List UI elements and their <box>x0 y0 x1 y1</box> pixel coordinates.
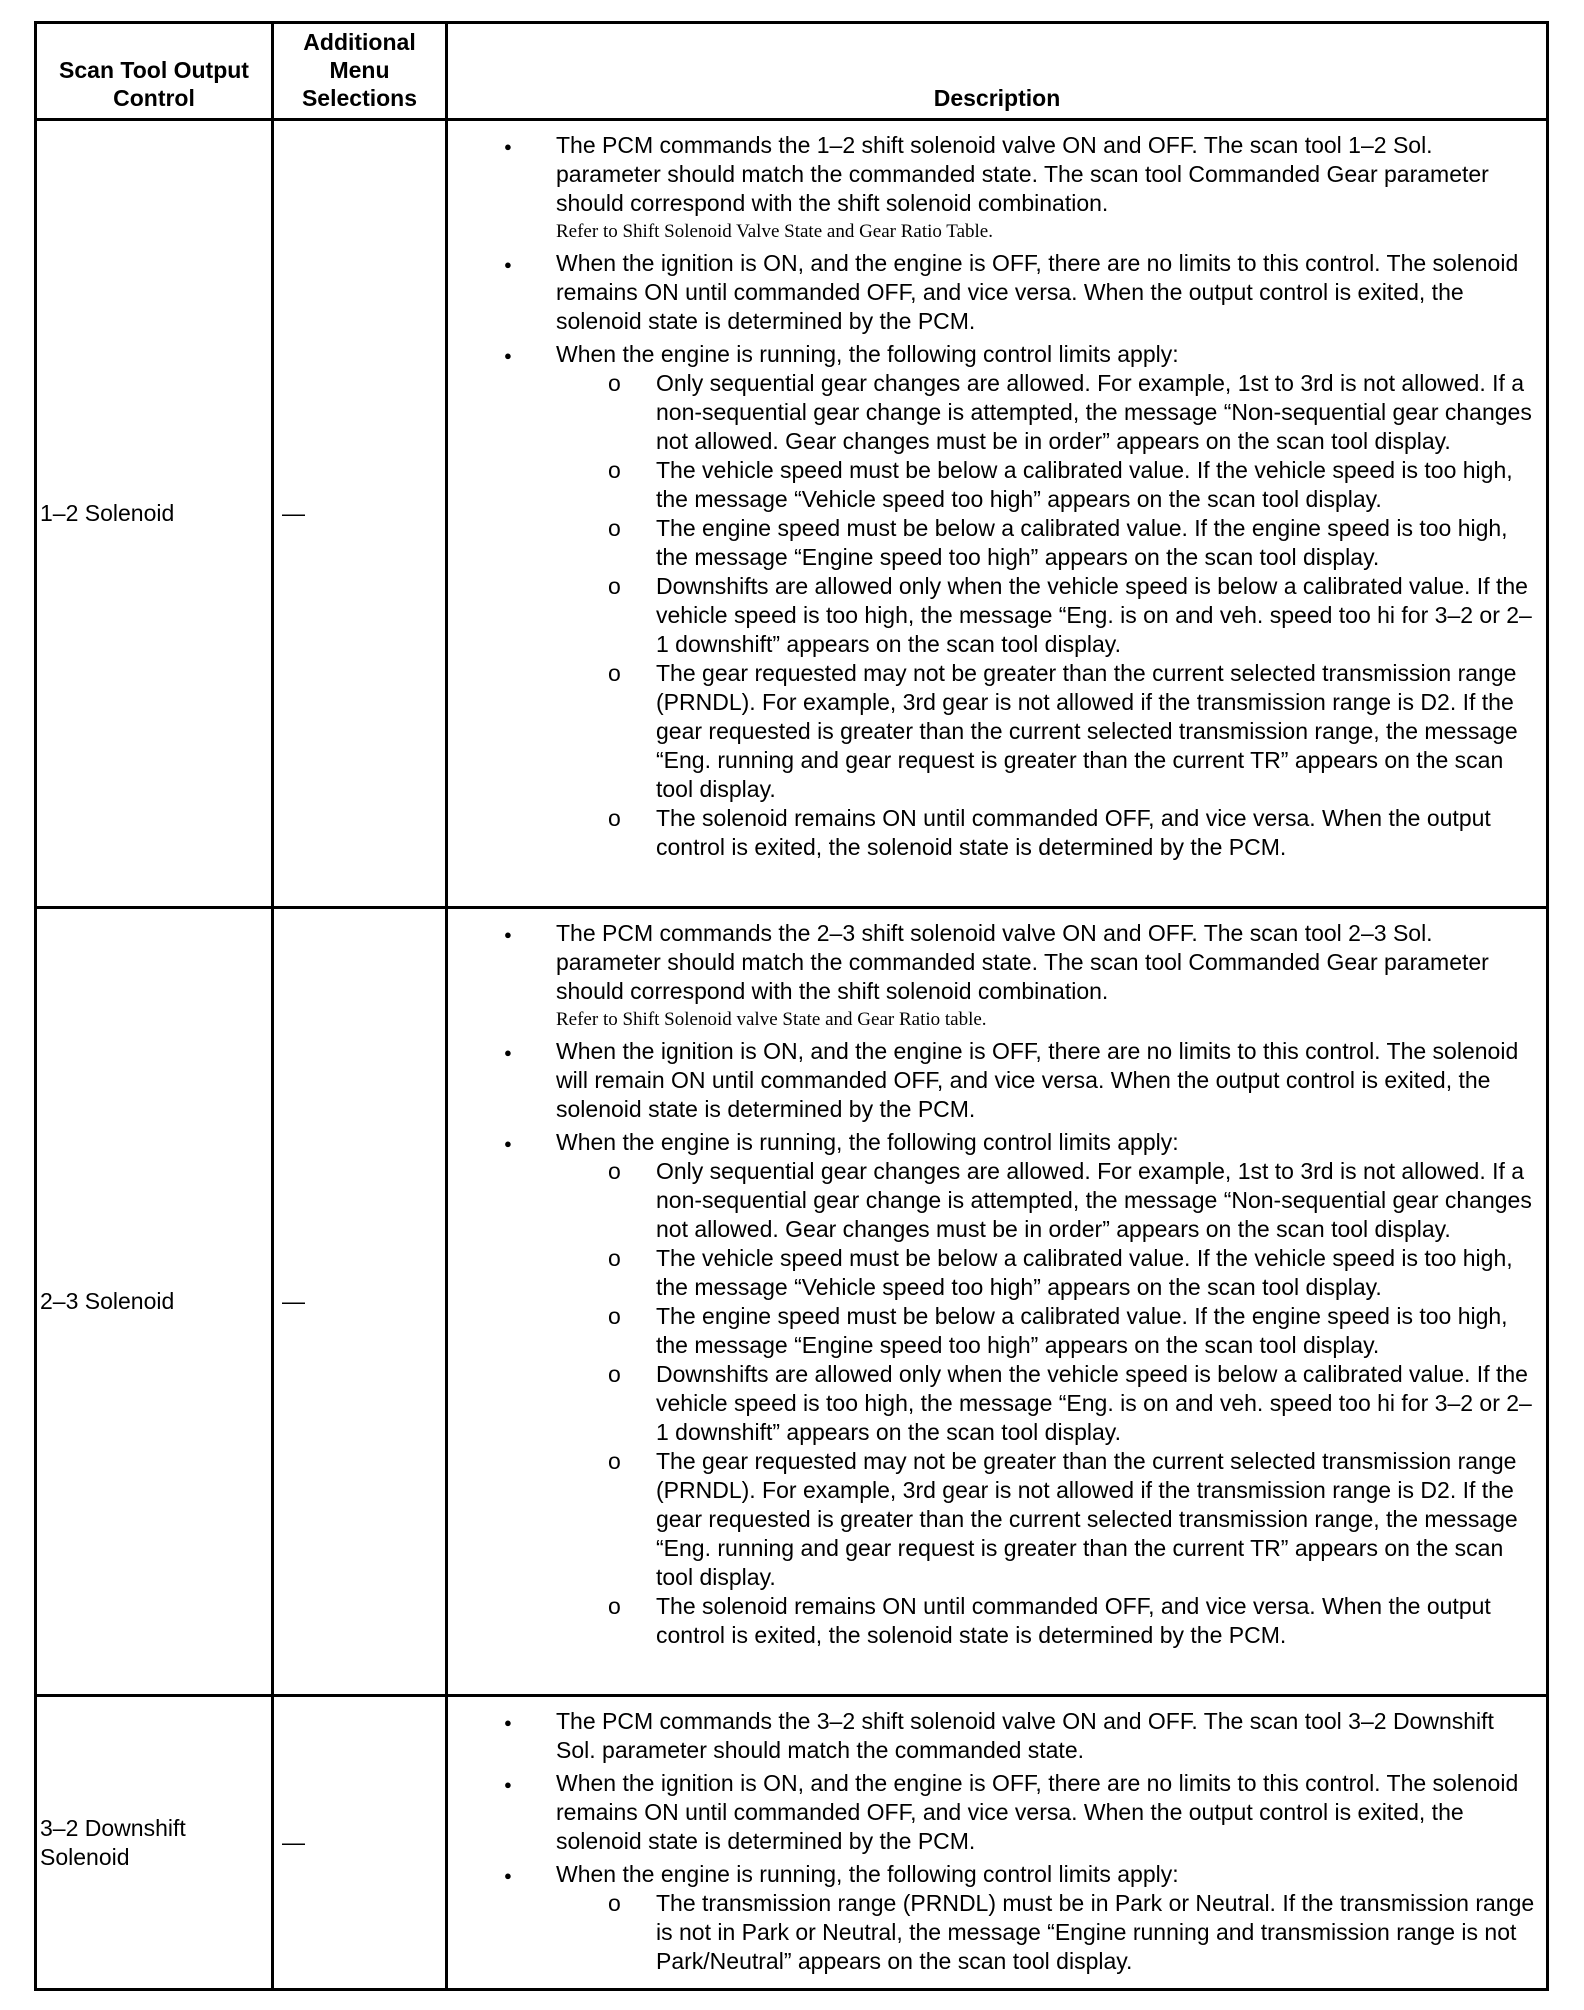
sub-list-item: o The gear requested may not be greater than the current selected transmission range (PRNDL). For example, 3rd gear is not allowed if the transmission range is D2. If the gear requested is greater than the current selected transmission range, the message “Eng. running and gear request is greater than the current TR” appears on the scan tool display. <box>448 659 1538 804</box>
list-item <box>448 340 1538 862</box>
header-row <box>36 23 1548 120</box>
bullet-text: The PCM commands the 1–2 shift solenoid valve ON and OFF. The scan tool 1–2 Sol. parameter should match the commanded state. The scan tool Commanded Gear parameter should correspond with the shift solenoid combination. <box>556 132 1489 216</box>
sub-list-item: o The vehicle speed must be below a calibrated value. If the vehicle speed is too high, the message “Vehicle speed too high” appears on the scan tool display. <box>448 456 1538 514</box>
bullet-text: When the ignition is ON, and the engine is OFF, there are no limits to this control. The solenoid will remain ON until commanded OFF, and vice versa. When the output control is exited, the solenoid state is determined by the PCM. <box>556 1038 1519 1122</box>
sub-list-item: o The engine speed must be below a calibrated value. If the engine speed is too high, the message “Engine speed too high” appears on the scan tool display. <box>448 1302 1538 1360</box>
list-item <box>448 249 1538 336</box>
sub-list-item: o Only sequential gear changes are allowed. For example, 1st to 3rd is not allowed. If a non-sequential gear change is attempted, the message “Non-sequential gear changes not allowed. Gear changes must be in order” appears on the scan tool display. <box>448 1157 1538 1244</box>
bullet-text: When the engine is running, the following control limits apply: <box>556 1129 1179 1155</box>
sub-bullet-list <box>556 1889 1538 1976</box>
list-item <box>448 1707 1538 1765</box>
sub-list-item: o The solenoid remains ON until commanded OFF, and vice versa. When the output control is exited, the solenoid state is determined by the PCM. <box>448 1592 1538 1650</box>
bullet-list <box>448 1707 1538 1976</box>
bullet-text: The PCM commands the 2–3 shift solenoid valve ON and OFF. The scan tool 2–3 Sol. parameter should match the commanded state. The scan tool Commanded Gear parameter should correspond with the shift solenoid combination. <box>556 920 1489 1004</box>
table-row <box>36 120 1548 908</box>
table-row <box>36 1696 1548 1990</box>
bullet-text: When the engine is running, the following control limits apply: <box>556 341 1179 367</box>
list-item <box>448 1769 1538 1856</box>
bullet-list <box>448 131 1538 862</box>
sub-list-item: o The engine speed must be below a calibrated value. If the engine speed is too high, the message “Engine speed too high” appears on the scan tool display. <box>448 514 1538 572</box>
list-item <box>448 919 1538 1033</box>
list-item <box>448 1128 1538 1650</box>
menu-selection: — <box>273 1696 447 1990</box>
header-additional-menu-selections: Additional Menu Selections <box>273 23 447 120</box>
reference-note: Refer to Shift Solenoid Valve State and Gear Ratio Table. <box>556 221 993 242</box>
sub-list-item: o The solenoid remains ON until commanded OFF, and vice versa. When the output control is exited, the solenoid state is determined by the PCM. <box>448 804 1538 862</box>
table-row <box>36 908 1548 1696</box>
list-item <box>448 1037 1538 1124</box>
sub-bullet-list <box>556 369 1538 862</box>
control-name: 1–2 Solenoid <box>36 120 273 908</box>
description-cell <box>447 908 1548 1696</box>
header-description: Description <box>447 23 1548 120</box>
bullet-list <box>448 919 1538 1650</box>
bullet-text: When the ignition is ON, and the engine is OFF, there are no limits to this control. The solenoid remains ON until commanded OFF, and vice versa. When the output control is exited, the solenoid state is determined by the PCM. <box>556 1770 1519 1854</box>
control-name: 3–2 Downshift Solenoid <box>36 1696 273 1990</box>
sub-list-item: o Downshifts are allowed only when the vehicle speed is below a calibrated value. If the vehicle speed is too high, the message “Eng. is on and veh. speed too hi for 3–2 or 2–1 downshift” appears on the scan tool display. <box>448 1360 1538 1447</box>
control-name: 2–3 Solenoid <box>36 908 273 1696</box>
description-cell <box>447 1696 1548 1990</box>
description-cell <box>447 120 1548 908</box>
scan-tool-output-control-table <box>34 21 1549 1991</box>
menu-selection: — <box>273 908 447 1696</box>
menu-selection: — <box>273 120 447 908</box>
sub-list-item: o The gear requested may not be greater than the current selected transmission range (PRNDL). For example, 3rd gear is not allowed if the transmission range is D2. If the gear requested is greater than the current selected transmission range, the message “Eng. running and gear request is greater than the current TR” appears on the scan tool display. <box>448 1447 1538 1592</box>
bullet-text: When the ignition is ON, and the engine is OFF, there are no limits to this control. The solenoid remains ON until commanded OFF, and vice versa. When the output control is exited, the solenoid state is determined by the PCM. <box>556 250 1519 334</box>
list-item <box>448 1860 1538 1976</box>
sub-list-item: o The vehicle speed must be below a calibrated value. If the vehicle speed is too high, the message “Vehicle speed too high” appears on the scan tool display. <box>448 1244 1538 1302</box>
sub-list-item: o Downshifts are allowed only when the vehicle speed is below a calibrated value. If the vehicle speed is too high, the message “Eng. is on and veh. speed too hi for 3–2 or 2–1 downshift” appears on the scan tool display. <box>448 572 1538 659</box>
sub-list-item: o Only sequential gear changes are allowed. For example, 1st to 3rd is not allowed. If a non-sequential gear change is attempted, the message “Non-sequential gear changes not allowed. Gear changes must be in order” appears on the scan tool display. <box>448 369 1538 456</box>
header-scan-tool-output-control: Scan Tool Output Control <box>36 23 273 120</box>
sub-list-item: o The transmission range (PRNDL) must be in Park or Neutral. If the transmission range is not in Park or Neutral, the message “Engine running and transmission range is not Park/Neutral” appears on the scan tool display. <box>448 1889 1538 1976</box>
bullet-text: The PCM commands the 3–2 shift solenoid valve ON and OFF. The scan tool 3–2 Downshift Sol. parameter should match the commanded state. <box>556 1708 1494 1763</box>
sub-bullet-list <box>556 1157 1538 1650</box>
reference-note: Refer to Shift Solenoid valve State and Gear Ratio table. <box>556 1009 987 1030</box>
list-item <box>448 131 1538 245</box>
bullet-text: When the engine is running, the following control limits apply: <box>556 1861 1179 1887</box>
